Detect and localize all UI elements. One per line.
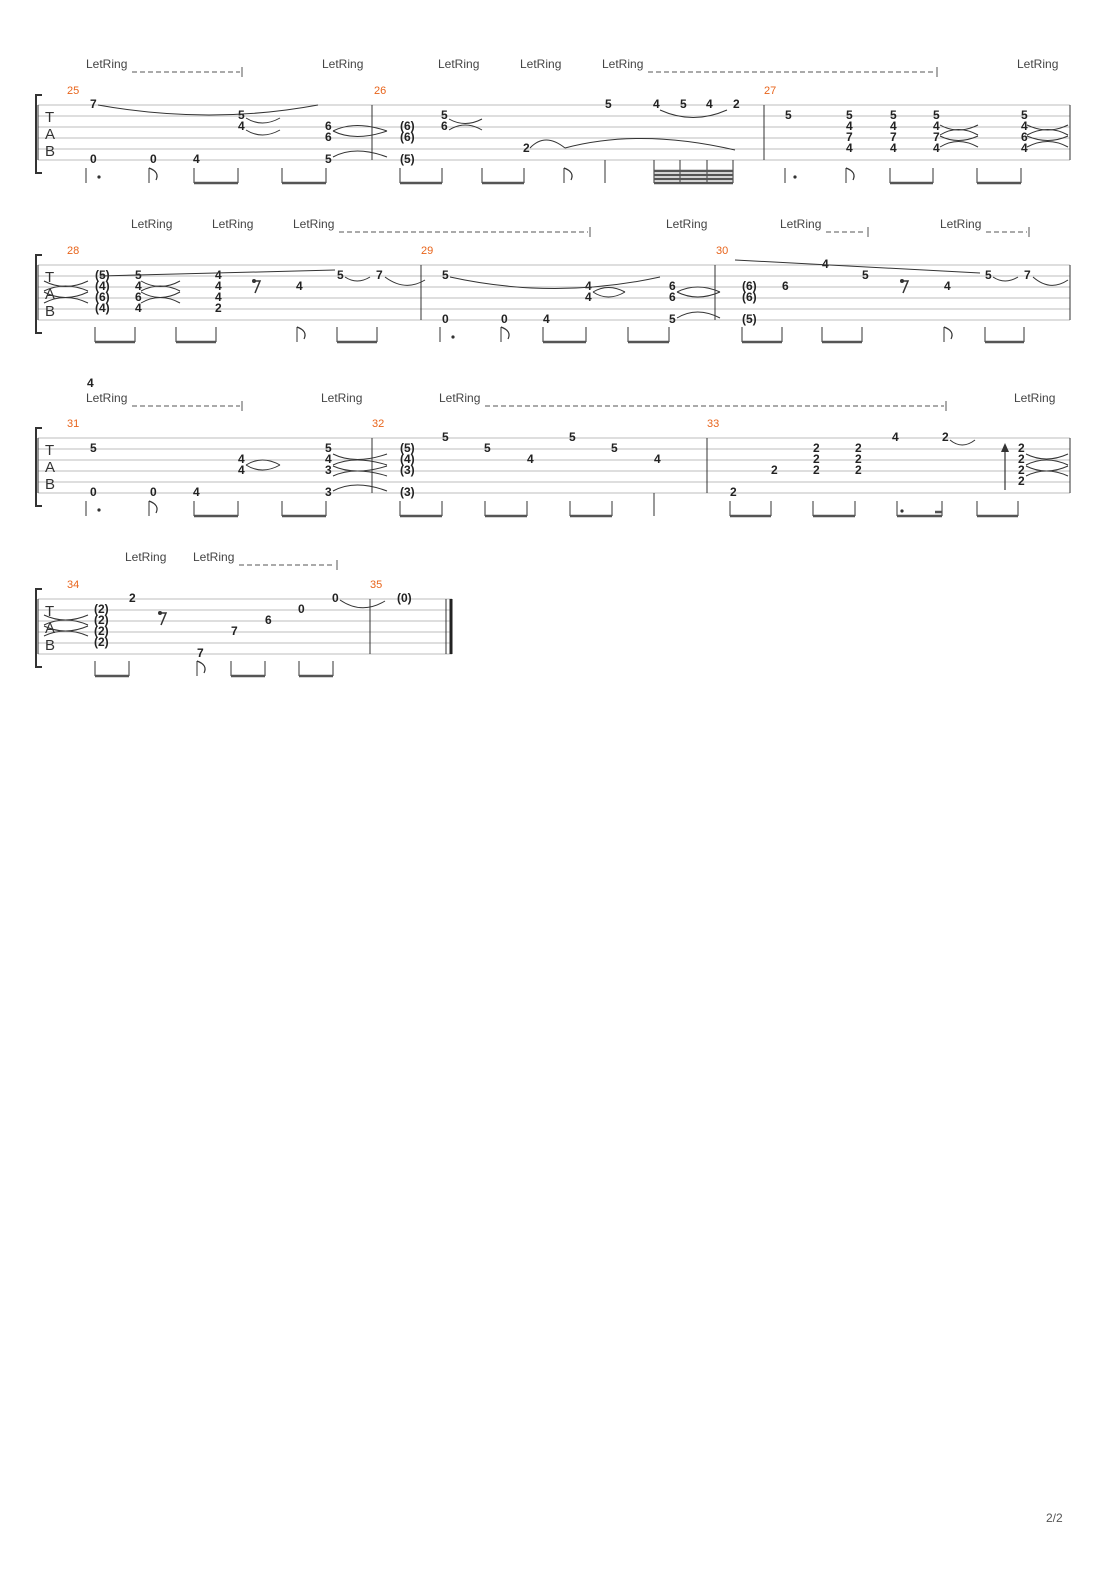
let-ring-marker: LetRing: [666, 217, 708, 231]
fret-number: 5: [442, 268, 449, 282]
fret-number: 4: [585, 279, 592, 293]
fret-number: 5: [611, 441, 618, 455]
measure-number: 26: [374, 85, 387, 97]
fret-number: 7: [890, 130, 897, 144]
fret-number: 6: [135, 290, 142, 304]
rhythm-stems: [86, 493, 1018, 516]
dot: [97, 508, 100, 511]
fret-number: (3): [400, 485, 415, 499]
fret-number: 0: [90, 152, 97, 166]
fret-number: 5: [90, 441, 97, 455]
fret-number: 4: [653, 97, 660, 111]
fret-number: 5: [669, 312, 676, 326]
fret-number: (4): [95, 301, 110, 315]
fret-number: 4: [238, 119, 245, 133]
fret-number: 4: [933, 119, 940, 133]
let-ring-marker: LetRing: [940, 217, 982, 231]
fret-number: 2: [813, 463, 820, 477]
dot: [97, 175, 100, 178]
fret-number: (2): [94, 613, 109, 627]
fret-number: 7: [197, 646, 204, 660]
fret-number: (6): [400, 130, 415, 144]
fret-number: 2: [733, 97, 740, 111]
fret-number: 5: [862, 268, 869, 282]
fret-number: 6: [265, 613, 272, 627]
fret-number: 5: [933, 108, 940, 122]
let-ring-marker: LetRing: [86, 391, 128, 405]
tab-clef-b: B: [45, 143, 56, 160]
fret-number: 6: [325, 119, 332, 133]
fret-number: 5: [442, 430, 449, 444]
fret-number: 2: [215, 301, 222, 315]
fret-number: 7: [231, 624, 238, 638]
rhythm-beams: [194, 171, 1021, 183]
fret-number: 2: [1018, 441, 1025, 455]
fret-number: 7: [1024, 268, 1031, 282]
fret-number: 0: [90, 485, 97, 499]
fret-number: 0: [501, 312, 508, 326]
rhythm-flags: [197, 661, 205, 673]
let-ring-marker: LetRing: [439, 391, 481, 405]
fret-number: 4: [1021, 141, 1028, 155]
fret-number: 4: [944, 279, 951, 293]
let-ring-marker: LetRing: [322, 57, 364, 71]
rhythm-flags: [297, 327, 952, 339]
tab-system-3: [36, 376, 1070, 516]
fret-number: 4: [822, 257, 829, 271]
fret-number: 5: [441, 108, 448, 122]
system-brace: [36, 428, 42, 506]
fret-number: 4: [215, 290, 222, 304]
fret-number: (5): [95, 268, 110, 282]
fret-number: 4: [892, 430, 899, 444]
fret-number: 2: [855, 452, 862, 466]
fret-number: 2: [855, 441, 862, 455]
fret-number: 5: [985, 268, 992, 282]
fret-number: 2: [1018, 452, 1025, 466]
rhythm-flags: [149, 168, 854, 180]
tab-clef-b: B: [45, 637, 56, 654]
let-ring-marker: LetRing: [1014, 391, 1056, 405]
fret-number: 7: [846, 130, 853, 144]
fret-number: 4: [846, 119, 853, 133]
fret-number: 4: [1021, 119, 1028, 133]
fret-number: 5: [238, 108, 245, 122]
fret-number: (5): [742, 312, 757, 326]
fret-number: 6: [669, 290, 676, 304]
let-ring-marker: LetRing: [131, 217, 173, 231]
fret-number: 5: [890, 108, 897, 122]
system-brace: [36, 589, 42, 667]
fret-number: 2: [771, 463, 778, 477]
fret-number: 2: [129, 591, 136, 605]
fret-number: 4: [238, 452, 245, 466]
fret-number: 0: [442, 312, 449, 326]
page-number: 2/2: [1046, 1511, 1063, 1525]
fret-number: 5: [337, 268, 344, 282]
fret-number: 3: [325, 463, 332, 477]
fret-number: 0: [298, 602, 305, 616]
fret-number: 4: [135, 279, 142, 293]
fret-number: (2): [94, 602, 109, 616]
fret-number: 0: [332, 591, 339, 605]
fret-number: 2: [813, 441, 820, 455]
fret-number: (4): [95, 279, 110, 293]
fret-number: 5: [680, 97, 687, 111]
measure-number: 34: [67, 579, 80, 591]
fret-number: 4: [654, 452, 661, 466]
tab-system-1: [36, 57, 1070, 183]
measure-number: 31: [67, 418, 80, 430]
fret-number: 5: [846, 108, 853, 122]
rhythm-beams: [194, 512, 1018, 516]
let-ring-marker: LetRing: [602, 57, 644, 71]
measure-number: 30: [716, 245, 729, 257]
fret-number: (6): [95, 290, 110, 304]
fret-number: 5: [484, 441, 491, 455]
fret-number: 6: [669, 279, 676, 293]
let-ring-marker: LetRing: [1017, 57, 1059, 71]
fret-number: 5: [785, 108, 792, 122]
fret-number: 4: [585, 290, 592, 304]
fret-number: 5: [135, 268, 142, 282]
let-ring-marker: LetRing: [193, 550, 235, 564]
fret-number: 4: [890, 119, 897, 133]
fret-number: 2: [813, 452, 820, 466]
fret-number: 0: [150, 152, 157, 166]
fret-number: (6): [400, 119, 415, 133]
fret-number: (5): [400, 441, 415, 455]
fret-number: 4: [543, 312, 550, 326]
fret-number: 5: [325, 152, 332, 166]
let-ring-marker: LetRing: [321, 391, 363, 405]
fret-number: (6): [742, 279, 757, 293]
tab-clef-t: T: [45, 603, 55, 620]
let-ring-marker: LetRing: [212, 217, 254, 231]
tab-clef-a: A: [45, 620, 56, 637]
fret-number: (2): [94, 635, 109, 649]
fret-number: (3): [400, 463, 415, 477]
tab-system-2: [36, 217, 1070, 342]
fret-number: 2: [1018, 474, 1025, 488]
measure-number: 33: [707, 418, 720, 430]
fret-number: 5: [325, 441, 332, 455]
fret-number: 6: [441, 119, 448, 133]
rest-symbol: [252, 279, 260, 293]
tab-clef-b: B: [45, 303, 56, 320]
fret-number: 6: [1021, 130, 1028, 144]
fret-number: 6: [325, 130, 332, 144]
fret-number: 4: [325, 452, 332, 466]
fret-number: 5: [569, 430, 576, 444]
tab-clef-b: B: [45, 476, 56, 493]
fret-number: 4: [933, 141, 940, 155]
measure-number: 28: [67, 245, 80, 257]
fret-number: 5: [1021, 108, 1028, 122]
measure-number: 29: [421, 245, 434, 257]
rhythm-stems: [95, 661, 333, 676]
tab-clef-t: T: [45, 269, 55, 286]
fret-number: 4: [706, 97, 713, 111]
tab-clef-t: T: [45, 109, 55, 126]
fret-number: 7: [376, 268, 383, 282]
fret-number: 2: [855, 463, 862, 477]
fret-number: 4: [527, 452, 534, 466]
rest-symbol: [158, 611, 166, 625]
fret-number: 4: [846, 141, 853, 155]
tab-clef-t: T: [45, 442, 55, 459]
rhythm-stems: [86, 160, 1021, 183]
rhythm-flags: [149, 501, 157, 513]
fret-number: 2: [730, 485, 737, 499]
fret-number: (5): [400, 152, 415, 166]
strum-arrow-icon: [1001, 443, 1009, 490]
fret-number: 4: [296, 279, 303, 293]
fret-number: 2: [523, 141, 530, 155]
fret-number: 4: [215, 268, 222, 282]
let-ring-marker: LetRing: [86, 57, 128, 71]
fret-number: 2: [1018, 463, 1025, 477]
tab-system-4: [36, 550, 452, 676]
dot: [451, 335, 454, 338]
measure-number: 35: [370, 579, 383, 591]
fret-number: (4): [400, 452, 415, 466]
fret-number: 4: [193, 485, 200, 499]
dot: [793, 175, 796, 178]
measure-number: 25: [67, 85, 80, 97]
rest-symbol: [900, 279, 908, 293]
tab-clef-a: A: [45, 126, 56, 143]
let-ring-marker: LetRing: [293, 217, 335, 231]
measure-number: 27: [764, 85, 777, 97]
let-ring-marker: LetRing: [125, 550, 167, 564]
system-brace: [36, 255, 42, 333]
let-ring-marker: LetRing: [438, 57, 480, 71]
dot: [900, 509, 903, 512]
fret-number: 4: [890, 141, 897, 155]
fret-number: 7: [933, 130, 940, 144]
fret-number: 6: [782, 279, 789, 293]
fret-number: 2: [942, 430, 949, 444]
fret-number: 4: [193, 152, 200, 166]
tab-clef-a: A: [45, 286, 56, 303]
fret-number: 4: [135, 301, 142, 315]
fret-number: (0): [397, 591, 412, 605]
fret-number: 3: [325, 485, 332, 499]
fret-number: 7: [90, 97, 97, 111]
tab-clef-a: A: [45, 459, 56, 476]
fret-number: 4: [238, 463, 245, 477]
let-ring-marker: LetRing: [780, 217, 822, 231]
let-ring-marker: LetRing: [520, 57, 562, 71]
fret-number: 4: [87, 376, 94, 390]
fret-number: (6): [742, 290, 757, 304]
fret-number: 4: [215, 279, 222, 293]
rhythm-stems: [95, 327, 1024, 342]
system-brace: [36, 95, 42, 173]
measure-number: 32: [372, 418, 385, 430]
fret-number: 5: [605, 97, 612, 111]
fret-number: (2): [94, 624, 109, 638]
fret-number: 0: [150, 485, 157, 499]
